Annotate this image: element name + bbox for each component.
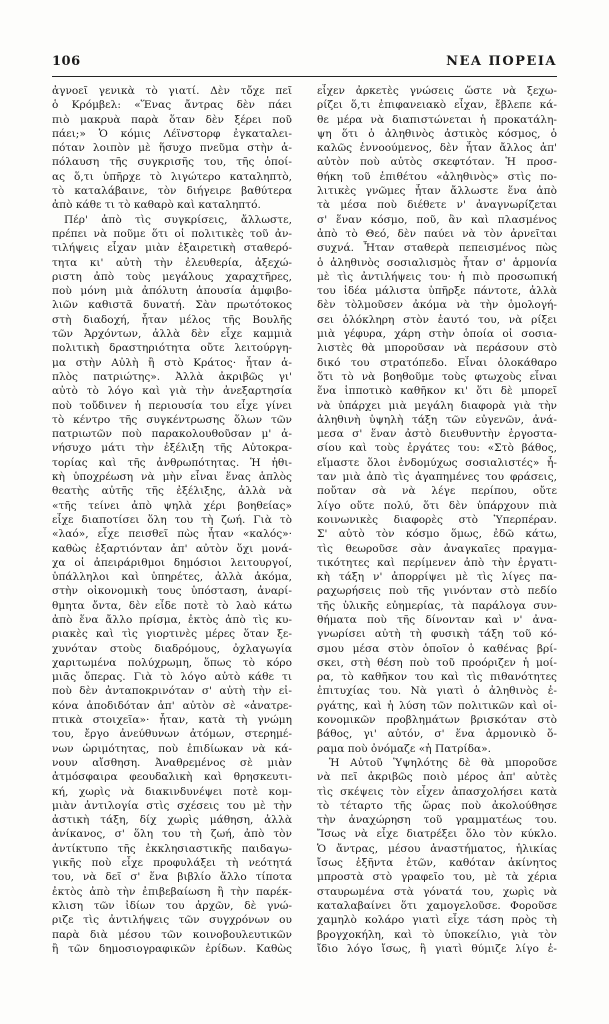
text-line: σ' ἕναν κόσμο, ποῦ, ἂν καὶ πλασμένος	[317, 213, 557, 226]
text-line: ἀγνοεῖ γενικὰ τὸ γιατί. Δὲν τὄχε πεῖ	[52, 85, 292, 97]
header-rule	[52, 76, 557, 77]
left-column	[52, 84, 292, 1004]
text-line: σει ὁλόκληρη στὸν ἑαυτό του, νὰ ρίξει	[317, 313, 557, 326]
text-line: θε μέρα νὰ διαπιστώνεται ἡ προκατάλη-	[317, 113, 557, 126]
text-line: ποὔταν σὰ νὰ λέγε περίπου, οὔτε	[317, 485, 557, 498]
text-line: τορίας καὶ τῆς ἀνθρωπότητας. Ἡ ἠθι-	[52, 456, 292, 469]
text-line: τὴν ἀναχώρηση τοῦ γραμματέως του.	[317, 814, 557, 827]
text-line: μιὰ γέφυρα, χάρη στὴν ὁποία οἱ σοσια-	[317, 328, 557, 341]
text-line: κονομικῶν προβλημάτων βρισκόταν στὸ	[317, 714, 557, 727]
text-line: κὴ ὑποχρέωση νὰ μὴν εἶναι ἕνας ἁπλὸς	[52, 471, 292, 484]
text-line: πολιτικὴ δραστηριότητα οὔτε λειτούργη-	[52, 342, 292, 355]
text-line: ταν μιὰ ἀπὸ τὶς ἀγαπημένες του φράσεις,	[317, 471, 557, 484]
text-line: εἶχε διαποτίσει ὅλη του τὴ ζωή. Γιὰ τὸ	[52, 513, 292, 526]
text-line: Σ' αὐτὸ τὸν κόσμο ὅμως, ἐδῶ κάτω,	[317, 528, 557, 541]
text-line: τὶς θεωροῦσε σὰν ἀναγκαῖες πραγμα-	[317, 542, 557, 555]
text-line: τῆς ὑλικῆς εὐημερίας, τὰ παράλογα συν-	[317, 599, 557, 612]
text-line: αὐτὸ τὸ λόγο καὶ γιὰ τὴν ἀνεξαρτησία	[52, 385, 292, 398]
text-line: ὅτι τὸ νὰ βοηθοῦμε τοὺς φτωχοὺς εἶναι	[317, 370, 557, 383]
text-line: ὁ ἀληθινὸς σοσιαλισμὸς ἦταν σ' ἁρμονία	[317, 256, 557, 269]
text-line: χυνόταν στοὺς διαδρόμους, ὀχλαγωγία	[52, 642, 292, 655]
text-line: πάει;» Ὁ κόμις Λέϊνστορφ ἐγκαταλει-	[52, 127, 292, 140]
text-line: τιλήψεις εἶχαν μιὰν ἐξαιρετικὴ σταθερό-	[52, 242, 292, 255]
text-line: σταυρωμένα στὰ γόνατά του, χωρὶς νὰ	[317, 885, 557, 898]
text-line: τητα κι' αὐτὴ τὴν ἐλευθερία, ἀξεχώ-	[52, 256, 292, 269]
text-line: ριζε τὶς ἀντιλήψεις τῶν συγχρόνων ου	[52, 914, 292, 927]
text-line: μεσα σ' ἕναν ἀστὸ διευθυντὴν ἐργοστα-	[317, 428, 557, 441]
text-columns	[52, 84, 557, 1004]
text-line: «λαό», εἶχε πεισθεῖ πὼς ἦταν «καλός»·	[52, 528, 292, 541]
text-line: ραχωρήσεις ποὺ τῆς γινόνταν στὸ πεδίο	[317, 585, 557, 598]
text-line: παρὰ διὰ μέσου τῶν κοινοβουλευτικῶν	[52, 928, 292, 941]
text-line: σκει, στὴ θέση ποὺ τοῦ προόριζεν ἡ μοί-	[317, 656, 557, 669]
text-line: μα στὴν Αὐλὴ ἢ στὸ Κράτος· ἦταν ἁ-	[52, 356, 292, 369]
text-line: τὸ καταλάβαινε, τὸν διήγειρε βαθύτερα	[52, 185, 292, 198]
text-line: βάθος, γι' αὐτόν, σ' ἕνα ἁρμονικὸ ὅ-	[317, 728, 557, 741]
text-line: ὑπάλληλοι καὶ ὑπηρέτες, ἀλλὰ ἀκόμα,	[52, 571, 292, 584]
text-line: νὰ πεῖ ἀκριβῶς ποιὸ μέρος ἀπ' αὐτὲς	[317, 771, 557, 784]
text-line: θμητα ὄντα, δὲν εἶδε ποτὲ τὸ λαὸ κάτω	[52, 599, 292, 612]
running-title: ΝΕΑ ΠΟΡΕΙΑ	[446, 54, 557, 69]
text-line: ψη ὅτι ὁ ἀληθινὸς ἀστικὸς κόσμος, ὁ	[317, 127, 557, 140]
text-line: εἶχεν ἀρκετὲς γνώσεις ὥστε νὰ ξεχω-	[317, 85, 557, 97]
text-line: θήματα ποὺ τῆς δίνονταν καὶ ν' ἀνα-	[317, 613, 557, 626]
text-line: ἐπιτυχίας του. Νὰ γιατὶ ὁ ἀληθινὸς ἐ-	[317, 685, 557, 698]
text-line: ὁ Κρόμβελ: «Ἕνας ἄντρας δὲν πάει	[52, 99, 292, 112]
text-line: κοινωνικὲς διαφορὲς στὸ Ὑπερπέραν.	[317, 513, 557, 526]
text-line: γικῆς ποὺ εἶχε προφυλάξει τὴ νεότητά	[52, 857, 292, 870]
text-line: Ὁ ἄντρας, μέσου ἀναστήματος, ἡλικίας	[317, 842, 557, 855]
text-line: ἀτμόσφαιρα φεουδαλικὴ καὶ θρησκευτι-	[52, 771, 292, 784]
text-line: πρέπει νὰ ποῦμε ὅτι οἱ πολιτικὲς τοῦ ἀν-	[52, 227, 292, 240]
text-line: κὴ τάξη ν' ἀπορρίψει μὲ τὶς λίγες πα-	[317, 571, 557, 584]
text-line: θήκη τοῦ ἐπιθέτου «ἀληθινὸς» στὶς πο-	[317, 170, 557, 183]
right-column	[317, 84, 557, 1004]
text-line: Ἡ Αὐτοῦ Ὑψηλότης δὲ θὰ μποροῦσε	[329, 756, 557, 769]
text-line: συχνά. Ἦταν σταθερὰ πεπεισμένος πὼς	[317, 242, 557, 255]
text-line: βρογχοκήλη, καὶ τὸ ὑποκείλιο, γιὰ τὸν	[317, 928, 557, 941]
text-line: ἢ τῶν δημοσιογραφικῶν ἐρίδων. Καθὼς	[52, 942, 292, 955]
text-line: ἀπὸ τὸ Θεό, δὲν παύει νὰ τὸν ἀρνεῖται	[317, 227, 557, 240]
text-line: σίου καὶ τοὺς ἐργάτες του: «Στὸ βάθος,	[317, 442, 557, 455]
text-line: καλῶς ἐννοούμενος, δὲν ἦταν ἄλλος ἀπ'	[317, 142, 557, 155]
text-line: ἴσως ἑξῆντα ἐτῶν, καθόταν ἀκίνητος	[317, 857, 557, 870]
text-line: δικό του στρατόπεδο. Εἶναι ὁλοκάθαρο	[317, 356, 557, 369]
text-line: τὸ κέντρο τῆς συγκέντρωσης ὅλων τῶν	[52, 413, 292, 426]
text-line: ραμα ποὺ ὀνόμαζε «ἡ Πατρίδα».	[317, 742, 491, 755]
text-line: ἕνα ἱπποτικὸ καθῆκον κι' ὅτι δὲ μπορεῖ	[317, 385, 557, 398]
text-line: ἀνίκανος, σ' ὅλη του τὴ ζωή, ἀπὸ τὸν	[52, 828, 292, 841]
text-line: πόταν λοιπὸν μὲ ἥσυχο πνεῦμα στὴν ἀ-	[52, 142, 292, 155]
text-line: «τῆς τείνει ἀπὸ ψηλὰ χέρι βοηθείας»	[52, 499, 292, 512]
text-line: τῶν Ἀρχόντων, ἀλλὰ δὲν εἶχε καμμιὰ	[52, 328, 292, 341]
text-line: πατριωτῶν ποὺ παρακολουθοῦσαν μ' ἀ-	[52, 428, 292, 441]
text-line: κή, χωρὶς νὰ διακινδυνέψει ποτὲ κομ-	[52, 785, 292, 798]
text-line: πλὸς πατριώτης». Ἀλλὰ ἀκριβῶς γι'	[52, 370, 292, 383]
text-line: ποὺ τοὔδινεν ἡ περιουσία του εἶχε γίνει	[52, 399, 292, 412]
text-line: πτικὰ στοιχεῖα»· ἦταν, κατὰ τὴ γνώμη	[52, 714, 292, 727]
text-line: θεατὴς αὐτῆς τῆς ἐξέλιξης, ἀλλὰ νὰ	[52, 485, 292, 498]
text-line: ποὺ δὲν ἀνταποκρινόταν σ' αὐτὴ τὴν εἰ-	[52, 685, 292, 698]
text-line: ἴδιο λόγο ἴσως, ἢ γιατὶ θύμιζε λίγο ἐ-	[317, 942, 557, 955]
text-line: μπροστὰ στὸ γραφεῖο του, μὲ τὰ χέρια	[317, 871, 557, 884]
page-number: 106	[52, 54, 81, 69]
text-line: λίγο οὔτε πολύ, ὅτι δὲν ὑπάρχουν πιὰ	[317, 499, 557, 512]
text-line: ργάτης, καὶ ἡ λύση τῶν πολιτικῶν καὶ οἰ-	[317, 699, 557, 712]
page-header	[52, 54, 557, 76]
text-line: Ἴσως νὰ εἶχε διατρέξει ὅλο τὸν κύκλο.	[317, 828, 557, 841]
text-line: ποὺ μόνη μιὰ ἀπόλυτη ἀπουσία ἀμφιβο-	[52, 285, 292, 298]
text-line: ἀντίκτυπο τῆς ἐκκλησιαστικῆς παιδαγω-	[52, 842, 292, 855]
text-line: ριακὲς καὶ τὶς γιορτινὲς μέρες ὅταν ξε-	[52, 628, 292, 641]
text-line: μιὰν ἀντιλογία στὶς σχέσεις του μὲ τὴν	[52, 799, 292, 812]
text-line: ας ὅ,τι ὑπῆρχε τὸ λιγώτερο καταληπτὸ,	[52, 170, 292, 183]
text-line: γνωρίσει αὐτὴ τὴ φυσικὴ τάξη τοῦ κό-	[317, 628, 557, 641]
text-line: χα οἱ ἀπειράριθμοι δημόσιοι λειτουργοί,	[52, 556, 292, 569]
text-line: λιῶν καθιστᾶ δυνατή. Σὰν πρωτότοκος	[52, 299, 292, 312]
text-line: τὶς σκέψεις τὸν εἶχεν ἀπασχολήσει κατὰ	[317, 785, 557, 798]
text-line: τὸ τέταρτο τῆς ὥρας ποὺ ἀκολούθησε	[317, 799, 557, 812]
text-line: πιὸ μακρυὰ παρὰ ὅταν δὲν ξέρει ποῦ	[52, 113, 292, 126]
text-line: εἴμαστε ὅλοι ἐνδομύχως σοσιαλιστές» ἦ-	[317, 456, 557, 469]
text-line: ρίζει ὅ,τι ἐπιφανειακὸ εἶχαν, ἔβλεπε κά-	[317, 99, 557, 112]
text-line: καθὼς ἐξαρτιόνταν ἀπ' αὐτὸν ὅχι μονά-	[52, 542, 292, 555]
text-line: κλιση τῶν ἰδίων του ἀρχῶν, δὲ γνώ-	[52, 899, 292, 912]
text-line: σμου μέσα στὸν ὁποῖον ὁ καθένας βρί-	[317, 642, 557, 655]
text-line: μὲ τὶς ἀντιλήψεις του· ἡ πιὸ προσωπική	[317, 270, 557, 283]
text-line: του, ἔργο ἀνεύθυνων ἀτόμων, στερημέ-	[52, 728, 292, 741]
text-line: του ἰδέα μάλιστα ὑπῆρξε πάντοτε, ἀλλὰ	[317, 285, 557, 298]
text-line: στὴν οἰκονομικὴ τους ὑπόσταση, ἀναρί-	[52, 585, 292, 598]
text-line: μιᾶς ὄπερας. Γιὰ τὸ λόγο αὐτὸ κάθε τι	[52, 671, 292, 684]
text-line: νήσυχο μάτι τὴν ἐξέλιξη τῆς Αὐτοκρα-	[52, 442, 292, 455]
text-line: ἀπὸ κάθε τι τὸ καθαρὸ καὶ καταληπτό.	[52, 199, 261, 212]
text-line: χαμηλὸ κολάρο γιατὶ εἶχε τάση πρὸς τὴ	[317, 914, 557, 927]
text-line: νὰ ὑπάρχει μιὰ μεγάλη διαφορὰ γιὰ τὴν	[317, 399, 557, 412]
text-line: ἐκτὸς ἀπὸ τὴν ἐπιβεβαίωση ἢ τὴν παρέκ-	[52, 885, 292, 898]
text-line: χαριτωμένα πολύχρωμη, ὅπως τὸ κόρο	[52, 656, 292, 669]
text-line: στὴ διαδοχή, ἦταν μέλος τῆς Βουλῆς	[52, 313, 292, 326]
text-line: νων ὡριμότητας, ποὺ ἐπιδίωκαν νὰ κά-	[52, 742, 292, 755]
text-line: ρα, τὸ καθῆκον του καὶ τὶς πιθανότητες	[317, 671, 557, 684]
text-line: του, νὰ δεῖ σ' ἕνα βιβλίο ἄλλο τίποτα	[52, 871, 292, 884]
text-line: ἀστικὴ τάξη, δίχ χωρὶς μάθηση, ἀλλὰ	[52, 814, 292, 827]
text-line: Πέρ' ἀπὸ τὶς συγκρίσεις, ἄλλωστε,	[64, 213, 292, 226]
text-line: αὐτὸν ποὺ αὐτὸς σκεφτόταν. Ἡ προσ-	[317, 156, 557, 169]
text-line: ἀληθινὴ ὑψηλὴ τάξη τῶν εὐγενῶν, ἀνά-	[317, 413, 557, 426]
text-line: λιτικὲς γνῶμες ἦταν ἄλλωστε ἕνα ἀπὸ	[317, 185, 557, 198]
text-line: ριστη ἀπὸ τοὺς μεγάλους χαραχτῆρες,	[52, 270, 292, 283]
text-line: τικότητες καὶ περίμενεν ἀπὸ τὴν ἐργατι-	[317, 556, 557, 569]
text-line: τὰ μέσα ποὺ διέθετε ν' ἀναγνωρίζεται	[317, 199, 557, 212]
text-line: καταλαβαίνει ὅτι χαμογελοῦσε. Φοροῦσε	[317, 899, 557, 912]
text-line: κόνα ἀποδιδόταν ἀπ' αὐτὸν σὲ «ἀνατρε-	[52, 699, 292, 712]
text-line: ἀπὸ ἕνα ἄλλο πρίσμα, ἐκτὸς ἀπὸ τὶς κυ-	[52, 613, 292, 626]
text-line: λιστὲς θὰ μποροῦσαν νὰ περάσουν στὸ	[317, 342, 557, 355]
text-line: νουν αἴσθηση. Ἀναθρεμένος σὲ μιὰν	[52, 756, 292, 769]
text-line: πόλαυση τῆς συγκρισῆς του, τῆς ὁποί-	[52, 156, 292, 169]
text-line: δὲν τὸλμοῦσεν ἀκόμα νὰ τὴν ὁμολογή-	[317, 299, 557, 312]
